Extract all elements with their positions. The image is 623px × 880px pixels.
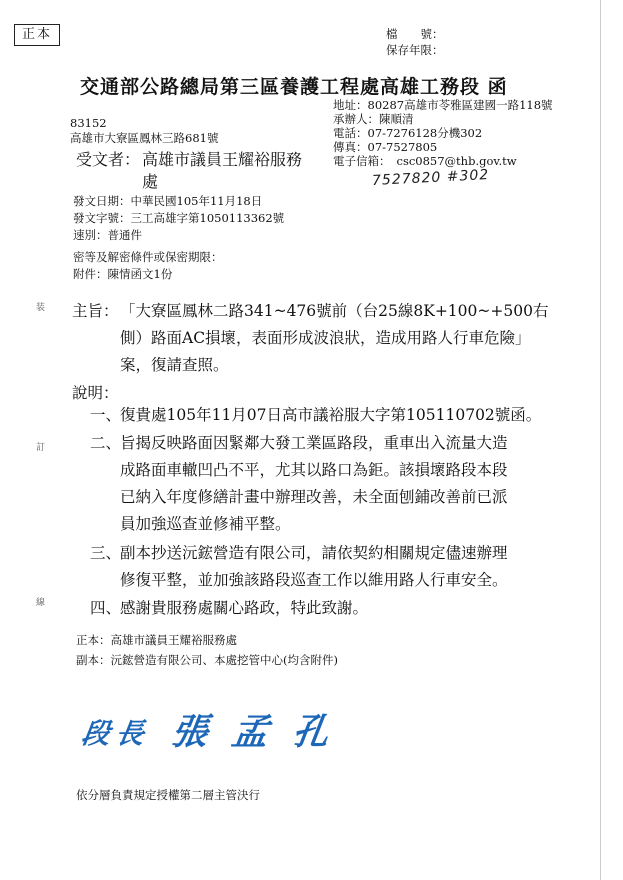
confidentiality: 密等及解密條件或保密期限： <box>73 250 223 264</box>
page-edge-line <box>600 0 601 880</box>
item-3-line-2: 修復平整，並加強該路段巡查工作以維用路人行車安全。 <box>120 571 508 589</box>
fold-mark-top: 装 <box>36 303 46 313</box>
contact-phone: 電話：07-7276128分機302 <box>333 126 483 140</box>
signature-title: 段長 <box>79 717 153 750</box>
item-1-number: 一、 <box>90 406 122 424</box>
item-2-line-3: 已納入年度修繕計畫中辦理改善，未全面刨鋪改善前已派 <box>120 488 508 506</box>
retention-label: 保存年限： <box>386 43 444 57</box>
subject-line-3: 案，復請查照。 <box>120 356 229 374</box>
item-2-number: 二、 <box>90 434 122 452</box>
distribution-copy: 副本：沅鋐營造有限公司、本處挖管中心(均含附件) <box>76 653 338 667</box>
recipient-name-line1: 高雄市議員王耀裕服務 <box>142 150 303 169</box>
document-title: 交通部公路總局第三區養護工程處高雄工務段 函 <box>80 76 508 98</box>
fold-mark-bottom: 線 <box>36 598 46 608</box>
item-3-number: 三、 <box>90 544 122 562</box>
issue-date: 發文日期：中華民國105年11月18日 <box>73 194 263 208</box>
handwritten-note: 7527820 #302 <box>371 166 490 190</box>
item-3-line-1: 副本抄送沅鋐營造有限公司，請依契約相關規定儘速辦理 <box>120 544 508 562</box>
subject-line-2: 側）路面AC損壞，表面形成波浪狀，造成用路人行車危險」 <box>120 329 531 347</box>
subject-line-1: 「大寮區鳳林二路341~476號前（台25線8K+100~+500右 <box>120 302 549 320</box>
subject-label: 主旨： <box>72 302 119 320</box>
item-2-line-4: 員加強巡查並修補平整。 <box>120 515 291 533</box>
delivery-speed: 速別：普通件 <box>73 228 142 242</box>
copy-type-stamp: 正本 <box>14 24 60 46</box>
distribution-original: 正本：高雄市議員王耀裕服務處 <box>76 633 237 647</box>
authorization-note: 依分層負責規定授權第二層主管決行 <box>76 788 260 802</box>
contact-address: 地址：80287高雄市苓雅區建國一路118號 <box>333 98 553 112</box>
signature-name: 張 孟 孔 <box>168 711 338 753</box>
file-number-label: 檔 號： <box>386 27 444 41</box>
contact-handler: 承辦人：陳順清 <box>333 112 414 126</box>
contact-email-row <box>333 154 517 169</box>
email-value: csc0857@thb.gov.tw <box>396 154 517 168</box>
item-2-line-1: 旨揭反映路面因緊鄰大發工業區路段，重車出入流量大造 <box>120 434 508 452</box>
fold-mark-middle: 訂 <box>36 443 46 453</box>
email-label: 電子信箱： <box>333 154 391 168</box>
attachment: 附件：陳情函文1份 <box>73 267 173 281</box>
reference-number: 發文字號：三工高雄字第1050113362號 <box>73 211 285 225</box>
item-2-line-2: 成路面車轍凹凸不平，尤其以路口為鉅。該損壞路段本段 <box>120 461 508 479</box>
explanation-label: 說明： <box>72 384 119 402</box>
postal-code: 83152 <box>70 116 107 130</box>
contact-fax: 傳真：07-7527805 <box>333 140 438 154</box>
recipient-label: 受文者： <box>76 150 141 169</box>
item-1-line-1: 復貴處105年11月07日高市議裕服大字第105110702號函。 <box>120 406 542 424</box>
postal-address: 高雄市大寮區鳳林三路681號 <box>70 131 219 145</box>
recipient-name-line2: 處 <box>142 172 159 191</box>
item-4-number: 四、 <box>90 599 122 617</box>
item-4-line-1: 感謝貴服務處關心路政，特此致謝。 <box>120 599 369 617</box>
